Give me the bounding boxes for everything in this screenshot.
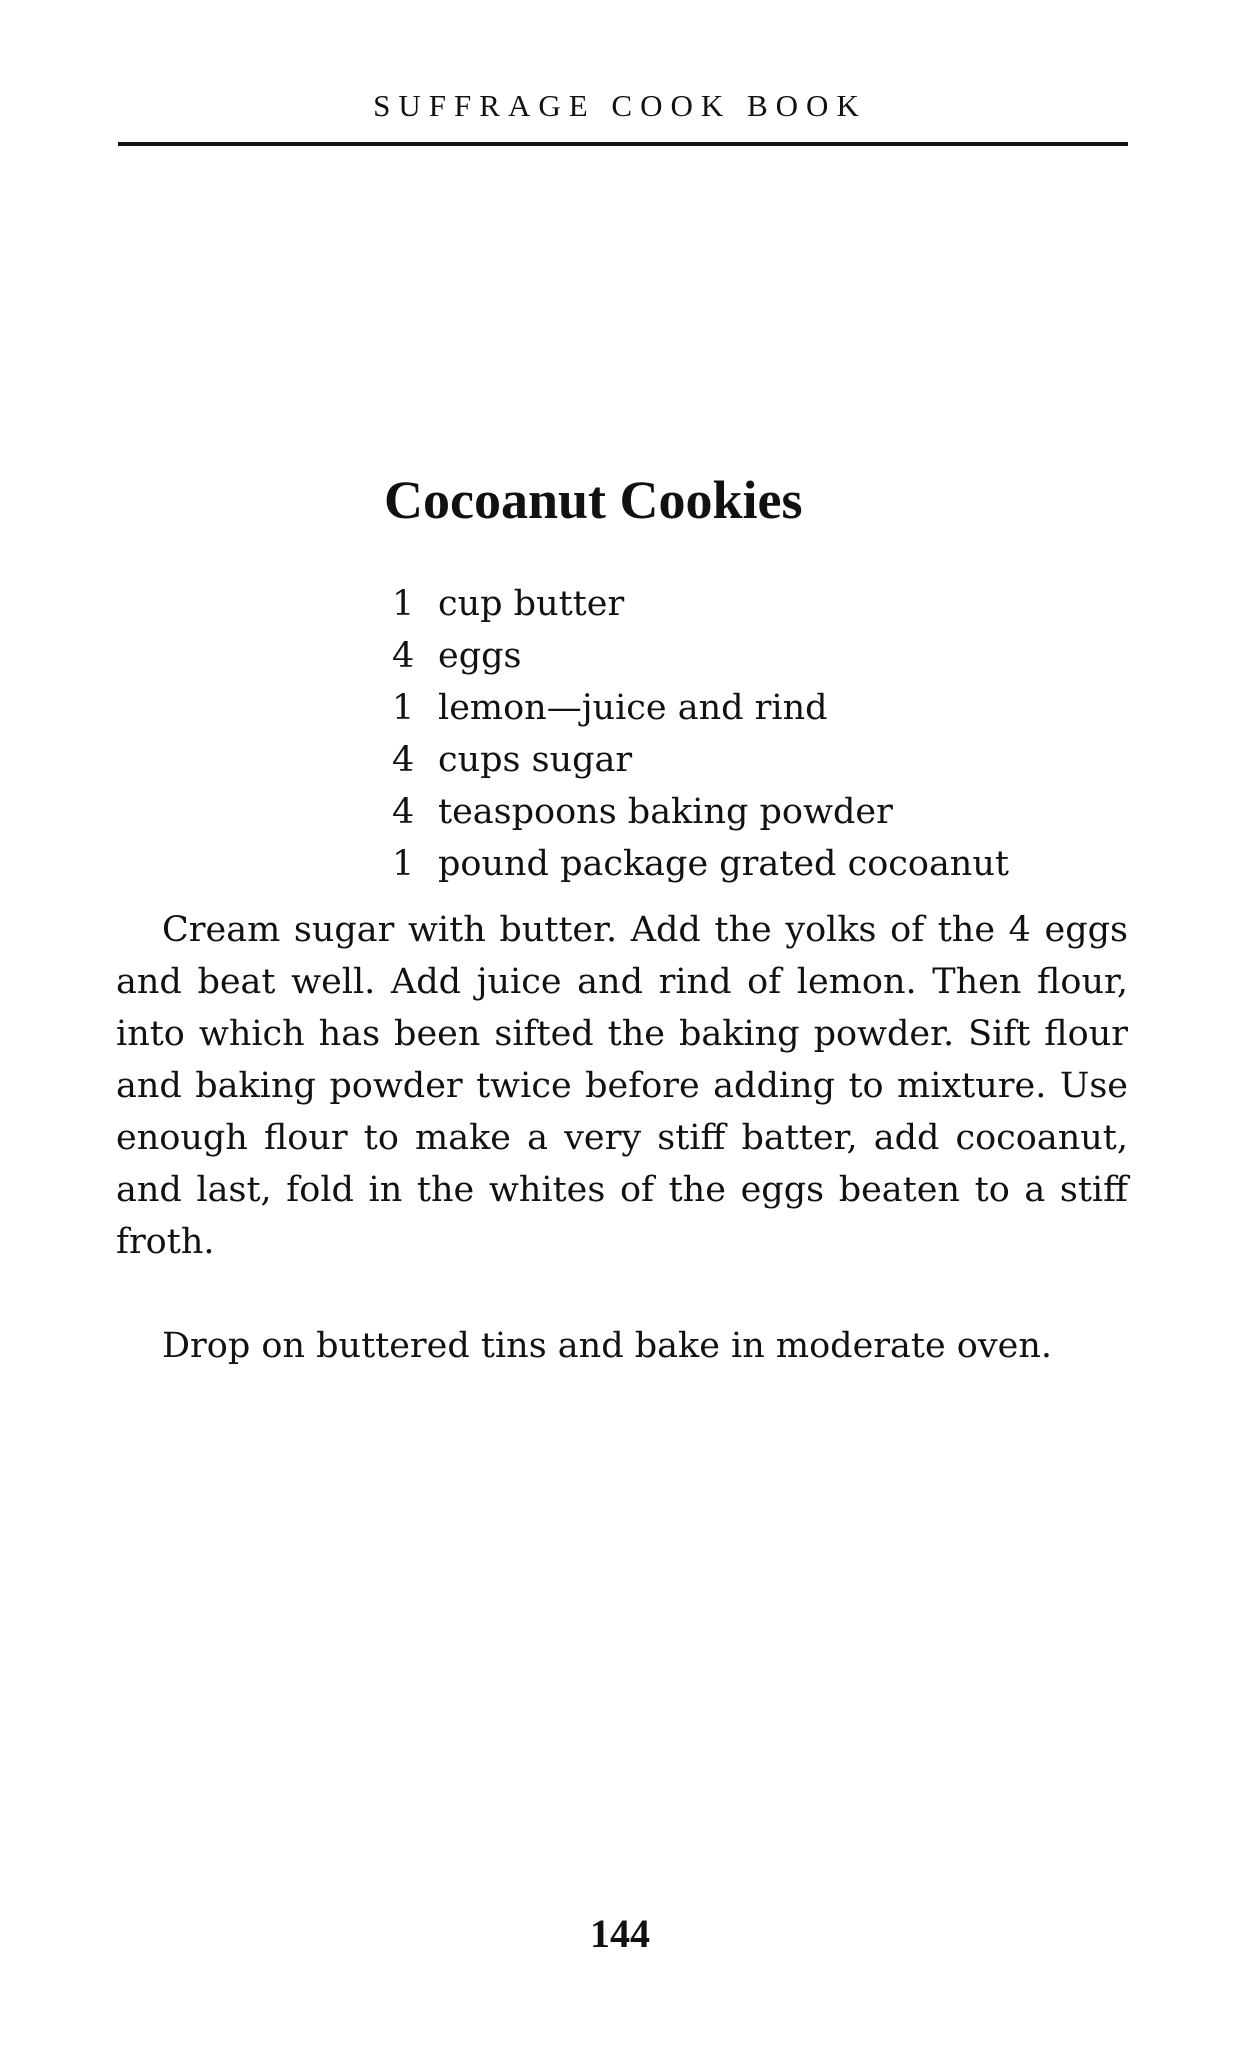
ingredient-quantity: 4 (392, 740, 415, 780)
ingredient-quantity: 4 (392, 792, 415, 832)
ingredient-text: pound package grated cocoanut (438, 844, 1009, 884)
instructions-paragraph: Cream sugar with butter. Add the yolks of the 4 eggs and beat well. Add juice and rind of lemon. Then flour, into which has been sifted the baking powder. Sift flour and baking powder twice before adding to mixture. Use enough flour to make a very stiff batter, add cocoanut, and last, fold in the whites of the eggs beaten to a stiff froth. (116, 910, 1128, 1262)
ingredient-text: teaspoons baking powder (438, 792, 893, 832)
ingredient-quantity: 1 (392, 844, 415, 884)
ingredient-item (392, 578, 1009, 630)
ingredient-item (392, 838, 1009, 890)
ingredient-text: eggs (438, 636, 522, 676)
page-number: 144 (590, 1911, 650, 1956)
ingredient-text: cup butter (438, 584, 625, 624)
running-head: SUFFRAGE COOK BOOK (373, 88, 867, 123)
ingredient-text: lemon—juice and rind (438, 688, 828, 728)
instructions-paragraph: Drop on buttered tins and bake in moderate oven. (162, 1326, 1053, 1366)
ingredient-text: cups sugar (438, 740, 633, 780)
ingredient-quantity: 1 (392, 688, 415, 728)
ingredient-item (392, 734, 1009, 786)
ingredient-quantity: 4 (392, 636, 415, 676)
ingredient-item (392, 630, 1009, 682)
ingredient-item (392, 682, 1009, 734)
recipe-title: Cocoanut Cookies (384, 470, 803, 530)
ingredient-quantity: 1 (392, 584, 415, 624)
ingredient-list (392, 578, 1009, 890)
ingredient-item (392, 786, 1009, 838)
header-rule (118, 142, 1128, 146)
